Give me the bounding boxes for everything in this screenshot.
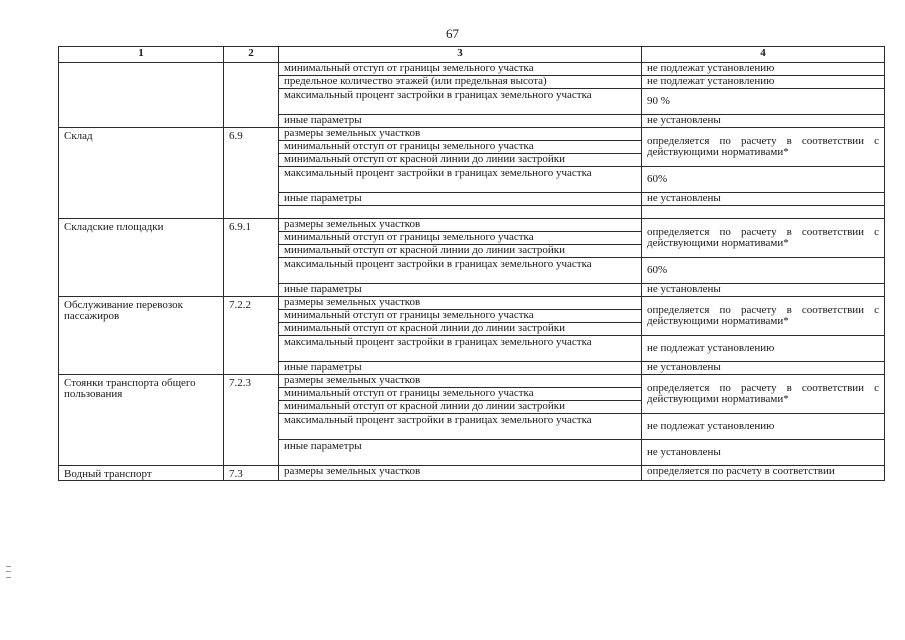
value-cell: не подлежат установлению — [642, 76, 885, 89]
param-max-percent: максимальный процент застройки в границах земельного участка — [279, 167, 642, 193]
use-name-stoyanki: Стоянки транспорта общего пользования — [59, 375, 224, 466]
param-max-percent: максимальный процент застройки в границах земельного участка — [279, 258, 642, 284]
value-cell: не установлены — [642, 284, 885, 297]
param-min-red-line: минимальный отступ от красной линии до линии застройки — [279, 401, 642, 414]
param-min-boundary: минимальный отступ от границы земельного участка — [279, 141, 642, 154]
param-min-boundary: минимальный отступ от границы земельного участка — [279, 388, 642, 401]
value-calc: определяется по расчету в соответствии с действующими нормативами* — [642, 375, 885, 414]
param-sizes: размеры земельных участков — [279, 297, 642, 310]
table-row — [59, 219, 885, 232]
use-code-passazhiry: 7.2.2 — [224, 297, 279, 375]
land-parameters-table — [58, 46, 885, 481]
value-calc: определяется по расчету в соответствии с действующими нормативами* — [642, 297, 885, 336]
column-header-2: 2 — [224, 47, 279, 63]
param-sizes: размеры земельных участков — [279, 219, 642, 232]
use-code-stoyanki: 7.2.3 — [224, 375, 279, 466]
param-min-red-line: минимальный отступ от красной линии до линии застройки — [279, 154, 642, 167]
page-number: 67 — [446, 26, 459, 41]
param-sizes: размеры земельных участков — [279, 466, 642, 481]
value-calc: определяется по расчету в соответствии с действующими нормативами* — [642, 128, 885, 167]
param-min-boundary: минимальный отступ от границы земельного участка — [279, 63, 642, 76]
use-code-sklad: 6.9 — [224, 128, 279, 219]
value-calc-partial: определяется по расчету в соответствии — [642, 466, 885, 481]
value-calc: определяется по расчету в соответствии с действующими нормативами* — [642, 219, 885, 258]
param-other: иные параметры — [279, 362, 642, 375]
param-other: иные параметры — [279, 284, 642, 297]
param-min-boundary: минимальный отступ от границы земельного участка — [279, 310, 642, 323]
use-name-cell — [59, 63, 224, 128]
use-name-passazhiry: Обслуживание перевозок пассажиров — [59, 297, 224, 375]
value-cell: не подлежат установлению — [642, 63, 885, 76]
table-header-row — [59, 47, 885, 63]
value-cell: не установлены — [642, 362, 885, 375]
param-sizes: размеры земельных участков — [279, 128, 642, 141]
param-other: иные параметры — [279, 440, 642, 466]
use-name-vodnyi: Водный транспорт — [59, 466, 224, 481]
value-cell: 60% — [642, 258, 885, 284]
param-max-percent: максимальный процент застройки в границах земельного участка — [279, 336, 642, 362]
column-header-3: 3 — [279, 47, 642, 63]
table-row — [59, 63, 885, 76]
column-header-4: 4 — [642, 47, 885, 63]
value-cell: не установлены — [642, 193, 885, 206]
use-name-sklad-ploshchadki: Складские площадки — [59, 219, 224, 297]
spacer-cell — [279, 206, 642, 219]
param-min-boundary: минимальный отступ от границы земельного участка — [279, 232, 642, 245]
table-row — [59, 297, 885, 310]
spacer-cell — [642, 206, 885, 219]
use-name-sklad: Склад — [59, 128, 224, 219]
use-code-vodnyi: 7.3 — [224, 466, 279, 481]
use-code-sklad-ploshchadki: 6.9.1 — [224, 219, 279, 297]
param-max-floors: предельное количество этажей (или предельная высота) — [279, 76, 642, 89]
param-other: иные параметры — [279, 193, 642, 206]
value-cell: 90 % — [642, 89, 885, 115]
column-header-1: 1 — [59, 47, 224, 63]
value-cell: не установлены — [642, 440, 885, 466]
param-sizes: размеры земельных участков — [279, 375, 642, 388]
value-cell: не подлежат установлению — [642, 336, 885, 362]
table-row — [59, 375, 885, 388]
margin-mark — [6, 566, 11, 578]
table-row — [59, 466, 885, 481]
use-code-cell — [224, 63, 279, 128]
param-max-percent: максимальный процент застройки в границах земельного участка — [279, 414, 642, 440]
param-other: иные параметры — [279, 115, 642, 128]
value-cell: не подлежат установлению — [642, 414, 885, 440]
param-max-percent: максимальный процент застройки в границах земельного участка — [279, 89, 642, 115]
value-cell: не установлены — [642, 115, 885, 128]
value-cell: 60% — [642, 167, 885, 193]
param-min-red-line: минимальный отступ от красной линии до линии застройки — [279, 323, 642, 336]
param-min-red-line: минимальный отступ от красной линии до линии застройки — [279, 245, 642, 258]
table-row — [59, 128, 885, 141]
